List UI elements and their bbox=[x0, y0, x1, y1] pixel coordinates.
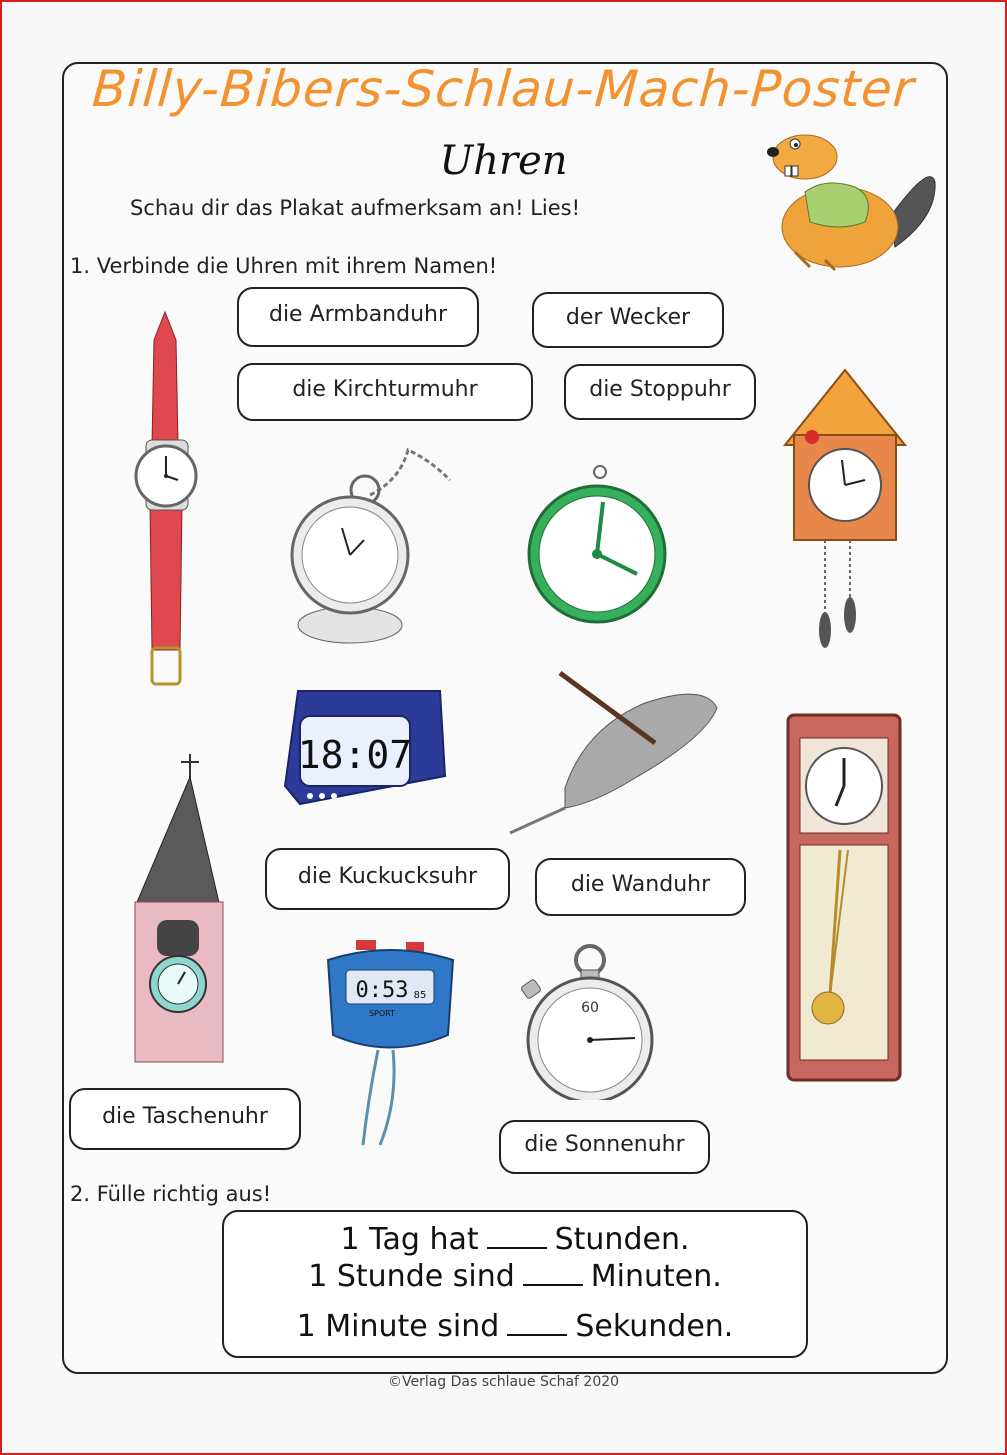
stopwatch-analog-illustration bbox=[515, 940, 660, 1100]
task-1-heading: 1. Verbinde die Uhren mit ihrem Namen! bbox=[70, 254, 498, 278]
fill-line-2: 1 Stunde sind Minuten. bbox=[308, 1259, 722, 1294]
label-kirchturmuhr[interactable]: die Kirchturmuhr bbox=[237, 363, 533, 421]
grandfather-clock-illustration bbox=[778, 710, 908, 1088]
church-tower-illustration bbox=[125, 752, 230, 1064]
stopwatch-brand: SPORT bbox=[368, 1009, 396, 1018]
beaver-illustration bbox=[765, 122, 940, 272]
label-taschenuhr[interactable]: die Taschenuhr bbox=[69, 1088, 301, 1150]
poster-title: Billy-Bibers-Schlau-Mach-Poster bbox=[90, 60, 917, 118]
stopwatch-digital-illustration bbox=[318, 940, 463, 1150]
copyright-notice: ©Verlag Das schlaue Schaf 2020 bbox=[387, 1374, 620, 1390]
cuckoo-clock-illustration bbox=[780, 365, 910, 655]
blank-seconds[interactable] bbox=[507, 1310, 567, 1336]
digital-clock-illustration bbox=[280, 686, 450, 811]
task-2-heading: 2. Fülle richtig aus! bbox=[70, 1182, 272, 1206]
stopwatch-time: 0:53 bbox=[355, 978, 409, 1003]
fill-in-box bbox=[222, 1210, 808, 1358]
digital-clock-time: 18:07 bbox=[297, 733, 413, 777]
fill-line-1: 1 Tag hat Stunden. bbox=[340, 1222, 690, 1257]
stopwatch-mark-60: 60 bbox=[581, 1000, 599, 1016]
label-wecker[interactable]: der Wecker bbox=[532, 292, 724, 348]
fill-line-3: 1 Minute sind Sekunden. bbox=[296, 1309, 734, 1344]
sundial-illustration bbox=[505, 668, 730, 838]
instruction-text: Schau dir das Plakat aufmerksam an! Lies! bbox=[130, 196, 581, 220]
label-armbanduhr[interactable]: die Armbanduhr bbox=[237, 287, 479, 347]
blank-hours[interactable] bbox=[487, 1223, 547, 1249]
label-wanduhr[interactable]: die Wanduhr bbox=[535, 858, 746, 916]
wristwatch-illustration bbox=[128, 310, 203, 690]
wall-clock-green-illustration bbox=[525, 462, 670, 627]
label-kuckucksuhr[interactable]: die Kuckucksuhr bbox=[265, 848, 510, 910]
label-stoppuhr[interactable]: die Stoppuhr bbox=[564, 364, 756, 420]
blank-minutes[interactable] bbox=[523, 1260, 583, 1286]
stopwatch-hundredths: 85 bbox=[413, 990, 427, 1001]
topic-title: Uhren bbox=[439, 138, 568, 184]
label-sonnenuhr[interactable]: die Sonnenuhr bbox=[499, 1120, 710, 1174]
pocket-watch-illustration bbox=[290, 440, 465, 645]
